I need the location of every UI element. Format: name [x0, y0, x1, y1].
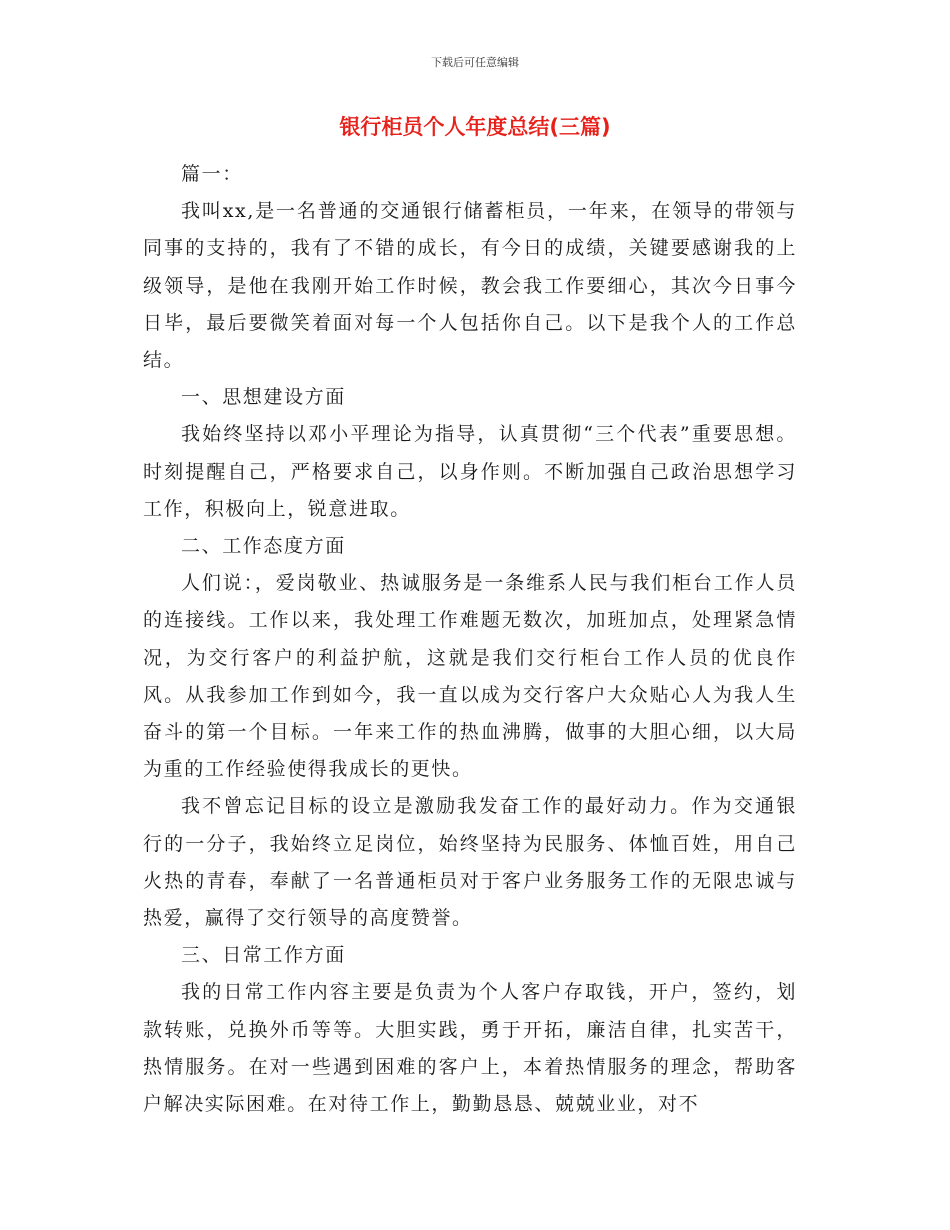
section-heading-attitude: 二、工作态度方面	[181, 535, 346, 558]
paragraph-ideology: 我始终坚持以邓小平理论为指导，认真贯彻“三个代表”重要思想。时刻提醒自己，严格要求自己，以身作则。不断加强自己政治思想学习工作，积极向上，锐意进取。	[143, 423, 797, 520]
paragraph-attitude: 人们说：，爱岗敬业、热诚服务是一条维系人民与我们柜台工作人员的连接线。工作以来，我处理工作难题无数次，加班加点，处理紧急情况，为交行客户的利益护航，这就是我们交行柜台工作人员的优良作风。从我参加工作到如今，我一直以成为交行客户大众贴心人为我人生奋斗的第一个目标。一年来工作的热血沸腾，做事的大胆心细，以大局为重的工作经验使得我成长的更快。	[143, 572, 797, 781]
paragraph-goals: 我不曾忘记目标的设立是激励我发奋工作的最好动力。作为交通银行的一分子，我始终立足岗位，始终坚持为民服务、体恤百姓，用自己火热的青春，奉献了一名普通柜员对于客户业务服务工作的无限忠诚与热爱，赢得了交行领导的高度赞誉。	[143, 795, 797, 930]
section-heading-ideology: 一、思想建设方面	[181, 386, 346, 409]
paragraph-part-one-heading: 篇一：	[181, 163, 243, 185]
paragraph-intro: 我叫xx,是一名普通的交通银行储蓄柜员，一年来，在领导的带领与同事的支持的，我有了不错的成长，有今日的成绩，关键要感谢我的上级领导，是他在我刚开始工作时候，教会我工作要细心，其次今日事今日毕，最后要微笑着面对每一个人包括你自己。以下是我个人的工作总结。	[143, 200, 797, 372]
section-heading-daily-work: 三、日常工作方面	[181, 944, 346, 967]
paragraph-daily-work: 我的日常工作内容主要是负责为个人客户存取钱，开户，签约，划款转账，兑换外币等等。大胆实践，勇于开拓，廉洁自律，扎实苦干，热情服务。在对一些遇到困难的客户上，本着热情服务的理念，帮助客户解决实际困难。在对待工作上，勤勤恳恳、兢兢业业，对不	[143, 981, 797, 1116]
document-title: 银行柜员个人年度总结(三篇)	[339, 115, 611, 139]
page-header-note: 下载后可任意编辑	[431, 56, 519, 69]
document-body	[143, 156, 797, 1123]
